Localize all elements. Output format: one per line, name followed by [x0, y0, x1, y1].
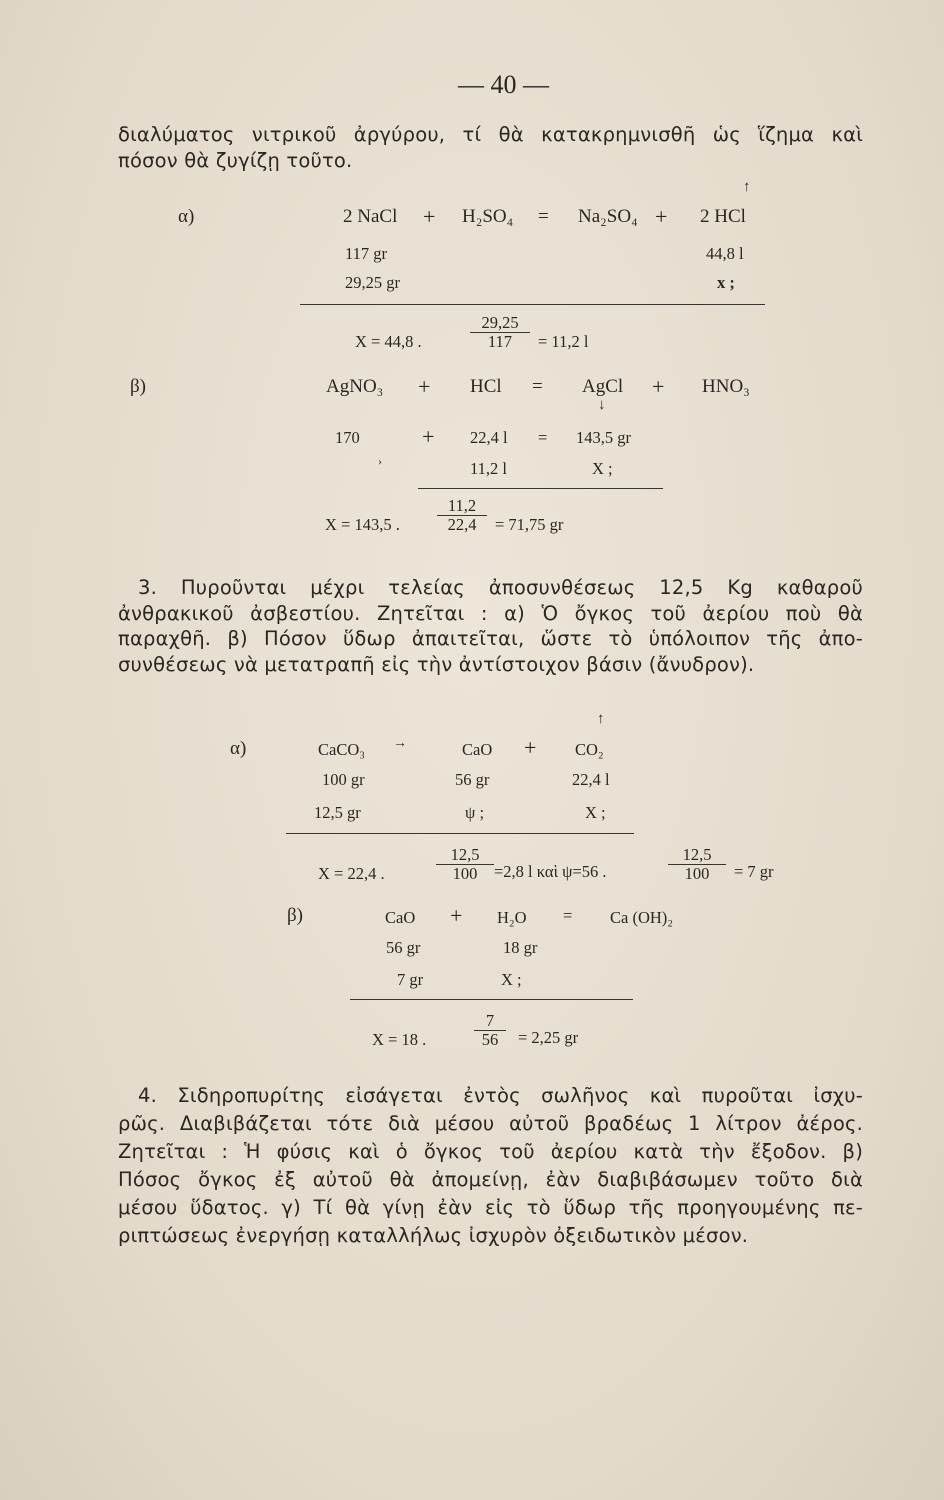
- ex2b-row2-b: 22,4 l: [470, 428, 508, 447]
- ex2b-row3-c: X ;: [592, 459, 613, 478]
- ex2b-result-lhs: X = 143,5 .: [325, 515, 400, 534]
- ex2a-fraction-denominator: 117: [470, 332, 530, 351]
- ex3a-result-mid: =2,8 l καὶ ψ=56 .: [494, 862, 607, 881]
- ex3a-fraction-2-numerator: 12,5: [682, 845, 712, 864]
- ex4-paragraph: [118, 1082, 863, 1250]
- ex2a-divider: [300, 304, 765, 305]
- ex2b-reactant-2: HCl: [470, 376, 502, 397]
- precipitate-down-arrow: ↓: [598, 397, 606, 413]
- ex4-line-2: ρῶς. Διαβιβάζεται τότε διὰ μέσου αὐτοῦ βραδέως 1 λίτρον ἀέρος.: [118, 1112, 863, 1135]
- ex2b-fraction: [437, 497, 487, 534]
- ex3a-row3-b: ψ ;: [465, 803, 485, 822]
- ex3a-plus: +: [524, 735, 537, 760]
- ex4-line-1: 4. Σιδηροπυρίτης εἰσάγεται ἐντὸς σωλῆνος καὶ πυροῦται ἰσχυ-: [138, 1084, 863, 1107]
- ex4-line-3: Ζητεῖται : Ἡ φύσις καὶ ὁ ὄγκος τοῦ ἀερίου κατὰ τὴν ἔξοδον. β): [118, 1140, 863, 1163]
- ex2b-plus-1: +: [418, 374, 431, 399]
- ex2b-result-rhs: = 71,75 gr: [495, 515, 564, 534]
- ex2b-fraction-numerator: 11,2: [447, 496, 477, 515]
- gas-up-arrow: ↑: [743, 179, 751, 195]
- ex3b-plus: +: [450, 903, 463, 928]
- ex3-line-1: 3. Πυροῦνται μέχρι τελείας ἀποσυνθέσεως 12,5 Kg καθαροῦ: [138, 576, 863, 599]
- ex2b-row2-a: 170: [335, 428, 360, 447]
- ex2b-product-2: HNO₃: [702, 376, 750, 397]
- ex3b-row3-a: 7 gr: [397, 970, 424, 989]
- ex2a-result-rhs: = 11,2 l: [538, 332, 589, 351]
- ex3b-reactant-2: H₂O: [497, 908, 527, 927]
- ex3a-row2-c: 22,4 l: [572, 770, 610, 789]
- ex3a-row3-a: 12,5 gr: [314, 803, 361, 822]
- ex3b-result-lhs: X = 18 .: [372, 1030, 427, 1049]
- ex3a-row3-c: X ;: [585, 803, 606, 822]
- ex3a-product-2: CO₂: [575, 740, 604, 759]
- ex3a-row2-a: 100 gr: [322, 770, 365, 789]
- ex3b-row2-b: 18 gr: [503, 938, 538, 957]
- ex3-line-3: παραχθῆ. β) Πόσον ὕδωρ ἀπαιτεῖται, ὥστε τὸ ὑπόλοιπον τῆς ἀπο-: [118, 627, 863, 650]
- ex2a-label: α): [178, 206, 195, 227]
- ex2a-row3-left: 29,25 gr: [345, 273, 400, 292]
- ex2a-reactant-2: H₂SO₄: [462, 206, 514, 227]
- ex3b-row2-a: 56 gr: [386, 938, 421, 957]
- ex2a-result-lhs: X = 44,8 .: [355, 332, 422, 351]
- ex2b-label: β): [130, 376, 146, 397]
- ex2a-row2-left: 117 gr: [345, 244, 388, 263]
- ex2b-reactant-1: AgNO₃: [326, 376, 384, 397]
- ex3a-label: α): [230, 738, 247, 759]
- ex2a-product-2: 2 HCl: [700, 206, 746, 227]
- ex2a-reactant-1: 2 NaCl: [343, 206, 398, 227]
- ex3-line-2: ἀνθρακικοῦ ἀσβεστίου. Ζητεῖται : α) Ὁ ὄγκος τοῦ ἀερίου ποὺ θὰ: [118, 601, 863, 625]
- intro-line-1: διαλύματος νιτρικοῦ ἀργύρου, τί θὰ κατακρημνισθῆ ὡς ἵζημα καὶ: [118, 123, 863, 146]
- ex2b-row3-b: 11,2 l: [470, 459, 507, 478]
- ex2b-plus-2: +: [652, 374, 665, 399]
- ex2a-plus-2: +: [655, 204, 668, 229]
- ex3a-fraction-1-numerator: 12,5: [450, 845, 480, 864]
- ex2a-plus-1: +: [423, 204, 436, 229]
- ex2b-fraction-denominator: 22,4: [437, 515, 487, 534]
- ex4-line-6: ριπτώσεως ἐνεργήσῃ καταλλήλως ἰσχυρὸν ὀξειδωτικὸν μέσον.: [118, 1224, 749, 1247]
- ex2a-fraction: [470, 314, 530, 351]
- ex3a-reactant: CaCO₃: [318, 740, 366, 759]
- ex2a-product-1: Na₂SO₄: [578, 206, 638, 227]
- ex3b-result-rhs: = 2,25 gr: [518, 1028, 579, 1047]
- intro-paragraph: [118, 122, 863, 173]
- ex3a-fraction-2-denominator: 100: [668, 864, 726, 883]
- ex3a-divider: [286, 833, 634, 834]
- ex3b-fraction: [474, 1012, 506, 1049]
- page-number: — 40 —: [458, 70, 549, 99]
- ex2b-row2-plus: +: [422, 424, 435, 449]
- intro-line-2: πόσον θὰ ζυγίζῃ τοῦτο.: [118, 148, 353, 172]
- ex3b-product: Ca (OH)₂: [610, 908, 674, 927]
- ex3a-arrow: →: [393, 736, 407, 751]
- ex4-line-4: Πόσος ὄγκος ἐξ αὐτοῦ θὰ ἀπομείνῃ, ἐὰν διαβιβάσωμεν τοῦτο διὰ: [118, 1168, 863, 1191]
- co2-up-arrow: ↑: [597, 711, 605, 727]
- ex3b-divider: [350, 999, 633, 1000]
- ex2b-equals: =: [532, 376, 543, 397]
- ex2b-row3-mark: ›: [378, 454, 382, 468]
- ex3-line-4: συνθέσεως νὰ μετατραπῆ εἰς τὴν ἀντίστοιχον βάσιν (ἄνυδρον).: [118, 652, 755, 676]
- ex3-paragraph: [118, 575, 863, 677]
- ex3b-fraction-numerator: 7: [485, 1011, 495, 1030]
- ex3b-equals: =: [563, 906, 573, 925]
- ex3a-fraction-2: [668, 846, 726, 883]
- ex3b-reactant-1: CaO: [385, 908, 416, 927]
- ex3a-fraction-1: [436, 846, 494, 883]
- ex2b-row2-eq: =: [538, 428, 548, 447]
- ex3a-result-rhs: = 7 gr: [734, 862, 774, 881]
- ex2a-row3-right: x ;: [717, 273, 735, 292]
- ex2a-fraction-numerator: 29,25: [481, 313, 519, 332]
- ex2a-row2-right: 44,8 l: [706, 244, 744, 263]
- ex3a-result-lhs: X = 22,4 .: [318, 864, 385, 883]
- ex3a-fraction-1-denominator: 100: [436, 864, 494, 883]
- ex3a-product-1: CaO: [462, 740, 493, 759]
- ex3b-row3-b: X ;: [501, 970, 522, 989]
- ex3b-fraction-denominator: 56: [474, 1030, 506, 1049]
- ex2b-product-1: AgCl: [582, 376, 624, 397]
- ex3a-row2-b: 56 gr: [455, 770, 490, 789]
- ex2b-row2-c: 143,5 gr: [576, 428, 631, 447]
- ex4-line-5: μέσου ὕδατος. γ) Τί θὰ γίνῃ ἐὰν εἰς τὸ ὕδωρ τῆς προηγουμένης πε-: [118, 1196, 863, 1219]
- ex2a-equals: =: [538, 206, 549, 227]
- ex3b-label: β): [287, 905, 303, 926]
- ex2b-divider: [418, 488, 663, 489]
